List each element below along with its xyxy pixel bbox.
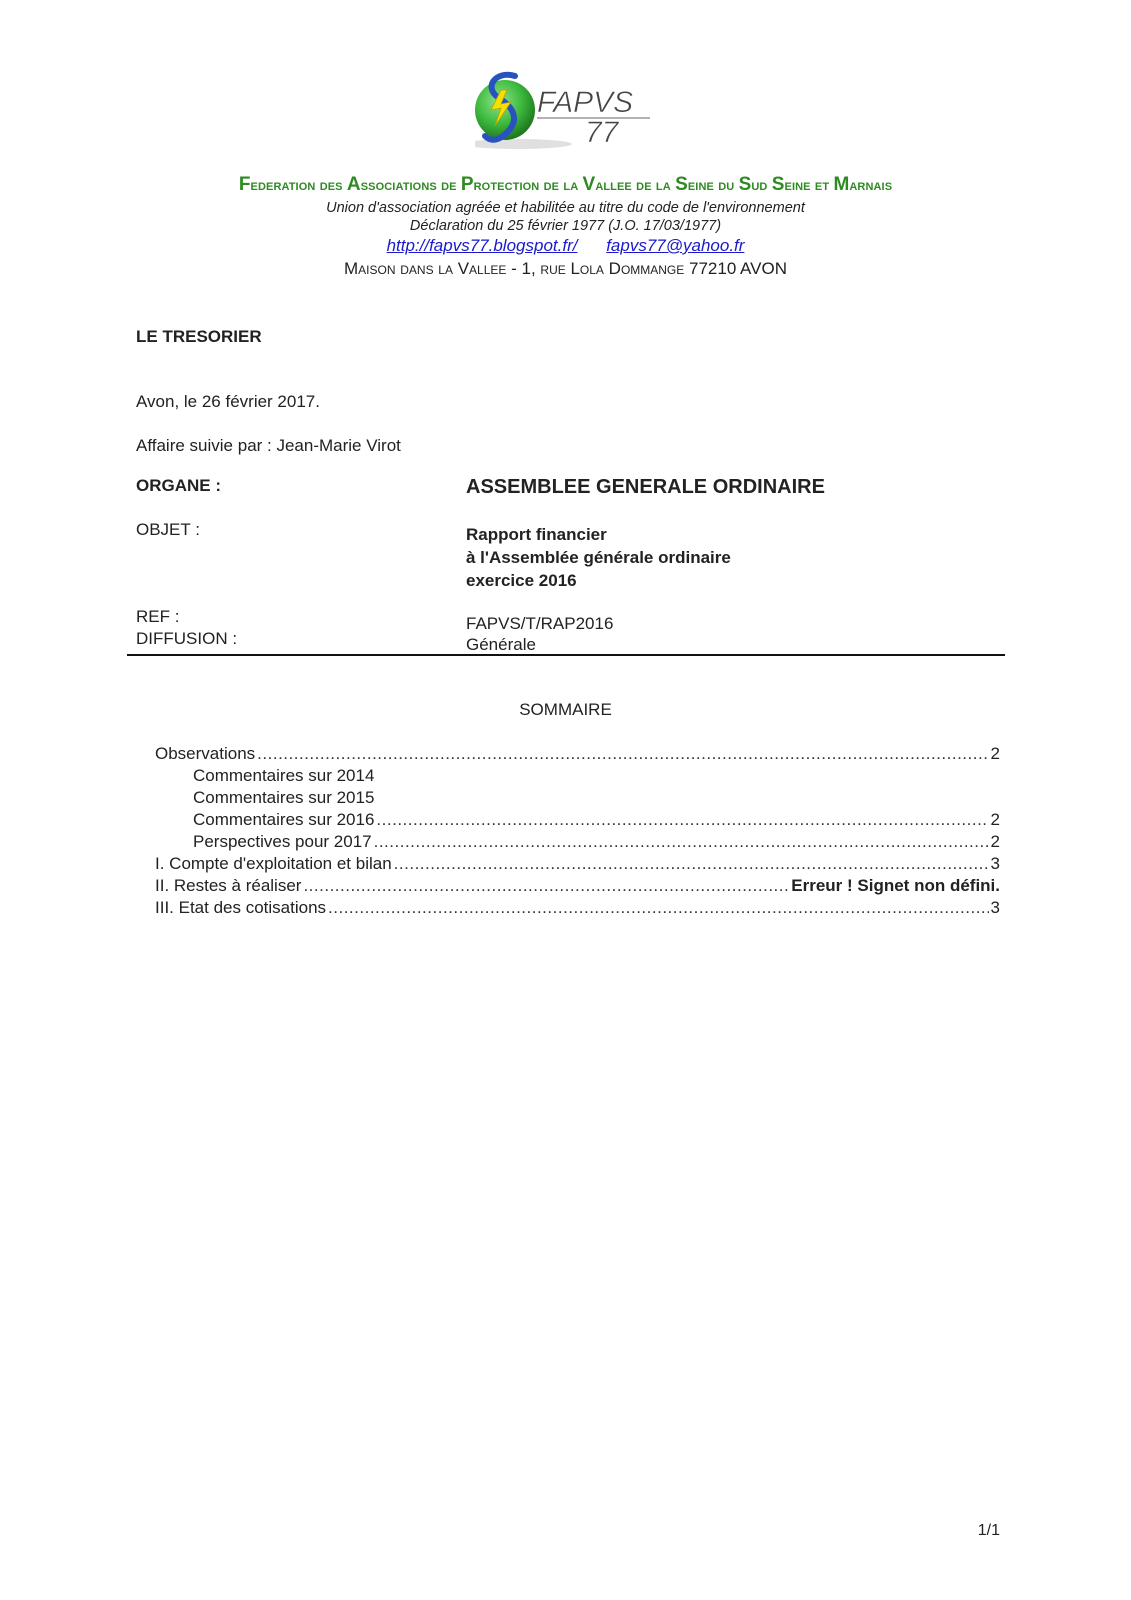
toc-entry-text: Commentaires sur 2014 xyxy=(193,766,375,785)
organe-value: ASSEMBLEE GENERALE ORDINAIRE xyxy=(466,476,825,498)
ref-label: REF : xyxy=(136,607,180,626)
toc-entry[interactable] xyxy=(155,898,1000,918)
toc-entry-text: Commentaires sur 2015 xyxy=(193,788,375,807)
toc-leader xyxy=(303,876,789,896)
union-line: Union d'association agréée et habilitée au titre du code de l'environnement xyxy=(326,200,805,216)
toc-entry-page: 3 xyxy=(990,854,1000,873)
toc-entry-page: 2 xyxy=(990,810,1000,829)
objet-line-2: à l'Assemblée générale ordinaire xyxy=(466,548,731,567)
declaration-line: Déclaration du 25 février 1977 (J.O. 17/03/1977) xyxy=(409,218,722,234)
svg-text:FAPVS: FAPVS xyxy=(537,86,634,119)
objet-label: OBJET : xyxy=(136,520,200,539)
toc-leader xyxy=(328,898,989,918)
ref-value: FAPVS/T/RAP2016 xyxy=(466,614,614,633)
objet-line-3: exercice 2016 xyxy=(466,571,577,590)
toc-entry-text: II. Restes à réaliser xyxy=(155,876,302,895)
toc-entry-page: 2 xyxy=(990,832,1000,851)
federation-title xyxy=(0,174,1131,196)
diffusion-value: Générale xyxy=(466,635,536,654)
postal-address: Maison dans la Vallee - 1, rue Lola Dommange 77210 AVON xyxy=(344,259,787,278)
toc-entry[interactable] xyxy=(155,876,1000,896)
toc-entry-error: Erreur ! Signet non défini. xyxy=(791,876,1000,895)
toc-entry-page: 2 xyxy=(990,744,1000,763)
toc-entry-page: 3 xyxy=(990,898,1000,917)
toc-entry-text: I. Compte d'exploitation et bilan xyxy=(155,854,392,873)
toc-leader xyxy=(376,810,988,830)
toc-leader xyxy=(394,854,989,874)
diffusion-label: DIFFUSION : xyxy=(136,629,238,648)
page-number: 1/1 xyxy=(977,1522,1000,1539)
organe-label: ORGANE : xyxy=(136,476,221,495)
followed-by: Affaire suivie par : Jean-Marie Virot xyxy=(136,436,401,455)
toc-entry[interactable] xyxy=(155,854,1000,874)
fapvs77-logo xyxy=(475,70,665,150)
date-line: Avon, le 26 février 2017. xyxy=(136,392,320,411)
toc-entry-text: Observations xyxy=(155,744,256,763)
contact-links xyxy=(0,236,1131,256)
objet-line-1: Rapport financier xyxy=(466,525,607,544)
toc-leader xyxy=(374,832,989,852)
website-link[interactable]: http://fapvs77.blogspot.fr/ xyxy=(386,236,578,255)
toc-entry-text: Commentaires sur 2016 xyxy=(193,810,375,829)
toc-title: SOMMAIRE xyxy=(519,700,612,719)
federation-title-text: Federation des Associations de Protection de la Vallee de la Seine du Sud Seine et Marnais xyxy=(238,174,893,195)
toc-entry[interactable] xyxy=(193,810,1000,830)
header-rule xyxy=(127,654,1005,656)
toc-entry-text: III. Etat des cotisations xyxy=(155,898,327,917)
toc-entry[interactable] xyxy=(193,832,1000,852)
toc-entry[interactable] xyxy=(193,788,374,808)
toc-entry-text: Perspectives pour 2017 xyxy=(193,832,372,851)
toc-entry[interactable] xyxy=(193,766,374,786)
toc-leader xyxy=(257,744,988,764)
toc-entry[interactable] xyxy=(155,744,1000,764)
sender: LE TRESORIER xyxy=(136,327,262,346)
svg-text:77: 77 xyxy=(585,116,619,149)
email-link[interactable]: fapvs77@yahoo.fr xyxy=(606,236,745,255)
